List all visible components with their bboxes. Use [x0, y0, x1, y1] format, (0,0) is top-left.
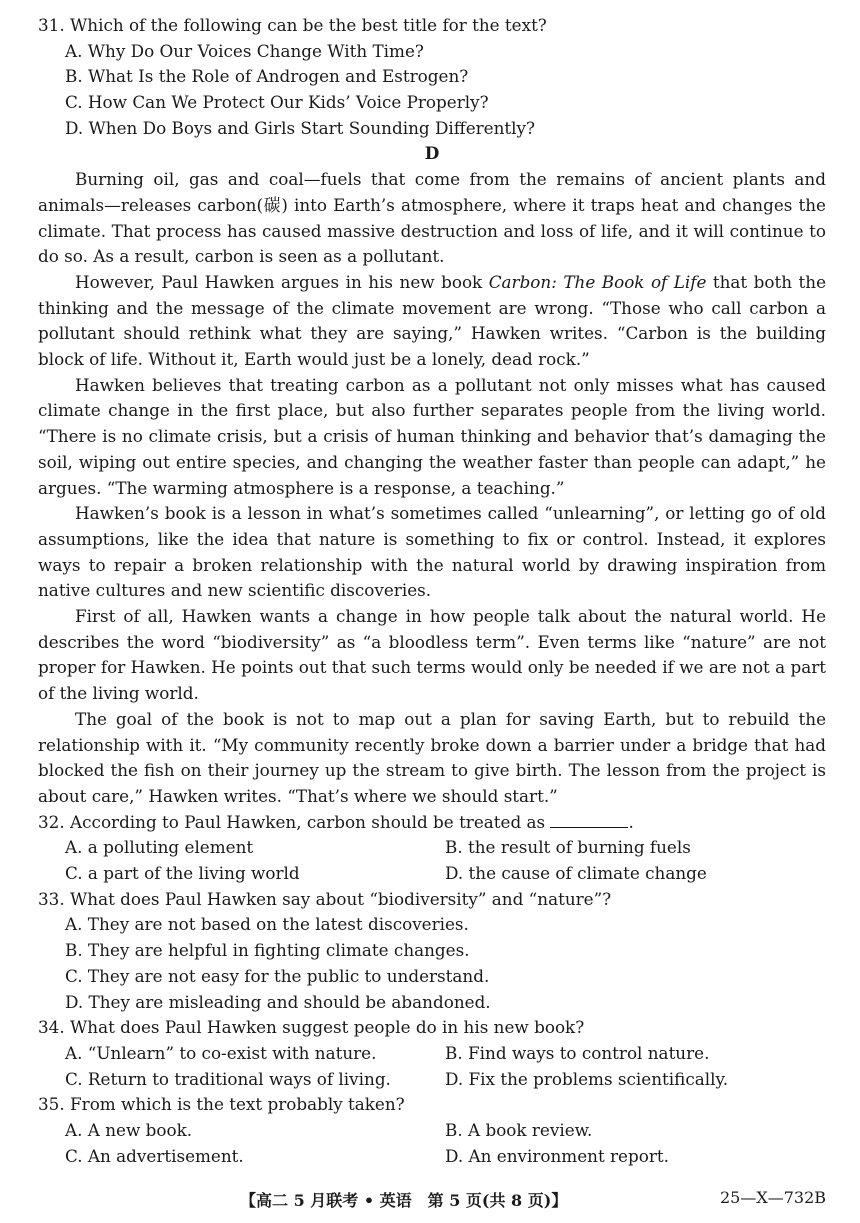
stem-end-punctuation: .	[628, 811, 634, 832]
question-stem	[38, 810, 826, 836]
question-32	[38, 810, 826, 887]
paragraph-2-start: However, Paul Hawken argues in his new book	[75, 271, 489, 292]
paragraph-4: Hawken’s book is a lesson in what’s sometimes called “unlearning”, or letting go of old assumptions, like the idea that nature is something to fix or control. Instead, it explores ways to repair a broken relationship with the natural world by drawing inspiration from native cultures and new scientific discoveries.	[38, 503, 826, 601]
option-b: B. They are helpful in fighting climate changes.	[65, 940, 470, 961]
option-a: A. Why Do Our Voices Change With Time?	[65, 40, 424, 61]
option-d: D. Fix the problems scientifically.	[445, 1068, 729, 1089]
option-a: A. They are not based on the latest discoveries.	[65, 914, 469, 935]
paragraph-2-end: that both the thinking and the message of the climate movement are wrong. “Those who call carbon a pollutant should rethink what they are saying,” Hawken writes. “Carbon is the building block of life. Without it, Earth would just be a lonely, dead rock.”	[38, 271, 826, 370]
option-d: D. They are misleading and should be abandoned.	[65, 991, 491, 1012]
options-row-2	[38, 1144, 826, 1170]
book-title: Carbon: The Book of Life	[488, 271, 707, 292]
option-d: D. When Do Boys and Girls Start Sounding Differently?	[65, 117, 535, 138]
option-a: A. A new book.	[65, 1119, 193, 1140]
question-stem: 31. Which of the following can be the best title for the text?	[38, 15, 547, 35]
question-stem: 35. From which is the text probably taken?	[38, 1094, 405, 1115]
option-b: B. the result of burning fuels	[445, 837, 691, 858]
options-row-2	[38, 1067, 826, 1093]
question-31	[38, 13, 826, 141]
paragraph-6: The goal of the book is not to map out a plan for saving Earth, but to rebuild the relationship with it. “My community recently broke down a barrier under a bridge that had blocked the fish on their journey up the stream to give birth. The lesson from the project is about care,” Hawken writes. “That’s where we should start.”	[38, 708, 826, 806]
option-c: C. They are not easy for the public to understand.	[65, 965, 490, 986]
options-row-1	[38, 1118, 826, 1144]
option-c: C. Return to traditional ways of living.	[65, 1068, 391, 1089]
option-b: B. What Is the Role of Androgen and Estrogen?	[65, 66, 469, 87]
answer-blank	[550, 813, 628, 828]
option-b: B. Find ways to control nature.	[445, 1042, 710, 1063]
question-34	[38, 1015, 826, 1092]
exam-page	[38, 13, 826, 1169]
option-b: B. A book review.	[445, 1119, 593, 1140]
option-c: C. a part of the living world	[65, 863, 300, 884]
option-d: D. An environment report.	[445, 1145, 669, 1166]
options-row-1	[38, 835, 826, 861]
footer-page-info: 【高二 5 月联考 • 英语 第 5 页(共 8 页)】	[240, 1191, 568, 1210]
options-row-1	[38, 1041, 826, 1067]
paragraph-5: First of all, Hawken wants a change in how people talk about the natural world. He describes the word “biodiversity” as “a bloodless term”. Even terms like “nature” are not proper for Hawken. He points out that such terms would only be needed if we are not a part of the living world.	[38, 606, 826, 704]
page-footer	[0, 1188, 860, 1214]
footer-exam-code: 25—X—732B	[719, 1188, 826, 1207]
section-heading: D	[424, 143, 440, 164]
options-row-2	[38, 861, 826, 887]
question-33	[38, 887, 826, 1015]
question-stem: 33. What does Paul Hawken say about “biodiversity” and “nature”?	[38, 888, 612, 909]
option-a: A. a polluting element	[65, 837, 254, 858]
reading-passage	[38, 167, 826, 810]
option-c: C. How Can We Protect Our Kids’ Voice Properly?	[65, 92, 489, 113]
option-d: D. the cause of climate change	[445, 863, 707, 884]
question-stem-text: 32. According to Paul Hawken, carbon should be treated as	[38, 811, 546, 832]
paragraph-1: Burning oil, gas and coal—fuels that come from the remains of ancient plants and animals—releases carbon(碳) into Earth’s atmosphere, where it traps heat and changes the climate. That process has caused massive destruction and loss of life, and it will continue to do so. As a result, carbon is seen as a pollutant.	[38, 169, 826, 267]
option-c: C. An advertisement.	[65, 1145, 244, 1166]
option-a: A. “Unlearn” to co-exist with nature.	[65, 1042, 377, 1063]
question-stem: 34. What does Paul Hawken suggest people do in his new book?	[38, 1017, 585, 1038]
paragraph-3: Hawken believes that treating carbon as a pollutant not only misses what has caused climate change in the first place, but also further separates people from the living world. “There is no climate crisis, but a crisis of human thinking and behavior that’s damaging the soil, wiping out entire species, and changing the weather faster than people can adapt,” he argues. “The warming atmosphere is a response, a teaching.”	[38, 374, 826, 498]
question-35	[38, 1092, 826, 1169]
paragraph-2	[38, 270, 826, 373]
